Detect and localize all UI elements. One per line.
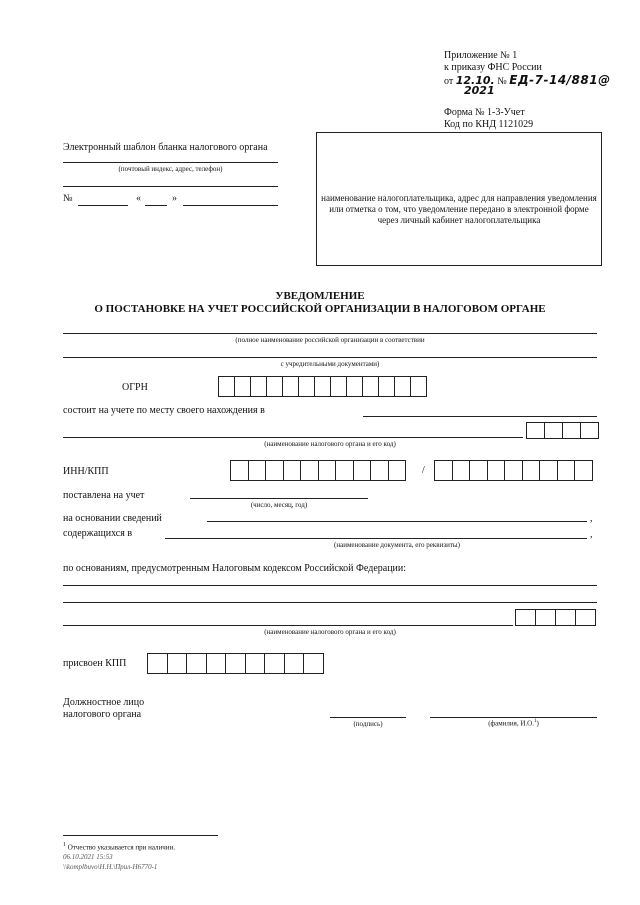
inn-cell[interactable]: [283, 460, 302, 481]
official-line-1: Должностное лицо: [63, 697, 145, 708]
assigned-kpp-cell[interactable]: [264, 653, 285, 674]
name-caption: [430, 719, 597, 727]
tax-code-cell[interactable]: [580, 422, 599, 439]
kpp-cell[interactable]: [434, 460, 453, 481]
official-line-2: налогового органа: [63, 709, 142, 720]
assigned-kpp-cell[interactable]: [206, 653, 227, 674]
grounds-tax-code-cell[interactable]: [535, 609, 556, 626]
ogrn-cell[interactable]: [378, 376, 395, 397]
tax-authority-code-cells[interactable]: [526, 422, 598, 439]
ogrn-cell[interactable]: [234, 376, 251, 397]
assigned-kpp-cell[interactable]: [284, 653, 305, 674]
assigned-kpp-cell[interactable]: [245, 653, 266, 674]
assigned-kpp-cell[interactable]: [167, 653, 188, 674]
appendix-line-3: [444, 74, 611, 86]
appendix-block: [444, 50, 611, 131]
basis-line-upper[interactable]: [207, 521, 587, 522]
basis-line-1: на основании сведений: [63, 513, 162, 524]
appendix-line-1: Приложение № 1: [444, 50, 518, 61]
address-line-2: [63, 186, 278, 187]
grounds-tax-code-cell[interactable]: [575, 609, 596, 626]
assigned-kpp-cell[interactable]: [225, 653, 246, 674]
document-caption: (наименование документа, его реквизиты): [334, 541, 460, 549]
tax-authority-line: [63, 437, 523, 438]
file-stamp-1: 06.10.2021 15:53: [63, 853, 113, 861]
kpp-cell[interactable]: [469, 460, 488, 481]
day-blank: [145, 205, 167, 206]
footnote-separator: [63, 835, 218, 836]
appendix-line-2: к приказу ФНС России: [444, 62, 542, 73]
kpp-cell[interactable]: [452, 460, 471, 481]
inn-cells[interactable]: [230, 460, 405, 481]
appendix-year-handwritten: 2021: [464, 84, 495, 97]
tax-code-cell[interactable]: [544, 422, 563, 439]
inn-kpp-label: ИНН/КПП: [63, 466, 109, 477]
grounds-tax-code-cells[interactable]: [515, 609, 595, 626]
address-line: [63, 162, 278, 163]
footnote-text: Отчество указывается при наличии.: [67, 843, 176, 852]
month-year-blank: [183, 205, 278, 206]
ogrn-cells[interactable]: [218, 376, 426, 397]
assigned-kpp-cell[interactable]: [147, 653, 168, 674]
inn-cell[interactable]: [335, 460, 354, 481]
registered-text: состоит на учете по месту своего нахождения в: [63, 405, 265, 416]
document-heading: [0, 290, 640, 316]
ogrn-label: ОГРН: [122, 382, 148, 393]
grounds-tax-authority-line[interactable]: [63, 625, 513, 626]
quote-open: «: [136, 193, 141, 204]
ogrn-cell[interactable]: [330, 376, 347, 397]
basis-line-2: содержащихся в: [63, 528, 133, 539]
inn-cell[interactable]: [353, 460, 372, 481]
ogrn-cell[interactable]: [282, 376, 299, 397]
no-label: №: [63, 193, 73, 204]
heading-line-1: УВЕДОМЛЕНИЕ: [275, 290, 365, 302]
signature-line[interactable]: [330, 717, 406, 718]
footnote-mark: 1: [63, 842, 66, 848]
ogrn-cell[interactable]: [362, 376, 379, 397]
ogrn-cell[interactable]: [218, 376, 235, 397]
tax-authority-caption: (наименование налогового органа и его код): [264, 440, 396, 448]
name-caption-end: ): [536, 719, 539, 728]
grounds-text: по основаниям, предусмотренным Налоговым кодексом Российской Федерации:: [63, 563, 407, 574]
heading-line-2: О ПОСТАНОВКЕ НА УЧЕТ РОССИЙСКОЙ ОРГАНИЗАЦИИ В НАЛОГОВОМ ОРГАНЕ: [94, 303, 546, 315]
tax-code-cell[interactable]: [526, 422, 545, 439]
kpp-cell[interactable]: [557, 460, 576, 481]
kpp-cell[interactable]: [522, 460, 541, 481]
inn-cell[interactable]: [248, 460, 267, 481]
grounds-tax-code-cell[interactable]: [515, 609, 536, 626]
quote-close: »: [172, 193, 177, 204]
grounds-tax-code-cell[interactable]: [555, 609, 576, 626]
ogrn-cell[interactable]: [410, 376, 427, 397]
inn-cell[interactable]: [318, 460, 337, 481]
assigned-kpp-cells[interactable]: [147, 653, 323, 674]
inn-cell[interactable]: [230, 460, 249, 481]
registered-on-label: поставлена на учет: [63, 490, 145, 501]
official-block: [63, 697, 144, 721]
name-line[interactable]: [430, 717, 597, 718]
assigned-kpp-cell[interactable]: [186, 653, 207, 674]
inn-cell[interactable]: [300, 460, 319, 481]
date-caption: (число, месяц, год): [250, 501, 308, 509]
org-name-caption-2: с учредительными документами): [280, 360, 380, 368]
recipient-box: [316, 132, 602, 266]
ogrn-cell[interactable]: [346, 376, 363, 397]
appendix-number-label: №: [497, 76, 507, 87]
ogrn-cell[interactable]: [314, 376, 331, 397]
basis-comma-1: ,: [590, 513, 593, 524]
kpp-assigned-label: присвоен КПП: [63, 658, 127, 669]
grounds-line-1[interactable]: [63, 585, 597, 586]
recipient-box-text: наименование налогоплательщика, адрес для направления уведомления или отметка о том, что уведомление передано в электронной форме через личный кабинет налогоплательщика: [321, 193, 597, 225]
appendix-date-prefix: от: [444, 76, 454, 87]
address-caption: (почтовый индекс, адрес, телефон): [118, 165, 223, 173]
org-name-line-2: [63, 357, 597, 358]
name-caption-sup: 1: [533, 719, 537, 724]
footnote: [63, 842, 175, 851]
kpp-cell[interactable]: [487, 460, 506, 481]
basis-line-lower[interactable]: [165, 538, 587, 539]
name-caption-text: (фамилия, И.О.: [488, 719, 534, 728]
kpp-cell[interactable]: [504, 460, 523, 481]
appendix-date-handwritten: 12.10.: [455, 74, 495, 87]
authority-template-title: Электронный шаблон бланка налогового органа: [63, 142, 268, 153]
tax-authority-caption-2: (наименование налогового органа и его код): [264, 628, 396, 636]
inn-cell[interactable]: [388, 460, 407, 481]
appendix-number-handwritten: ЕД-7-14/881@: [509, 73, 611, 87]
kpp-cells[interactable]: [434, 460, 592, 481]
sign-caption: (подпись): [353, 720, 383, 728]
number-blank: [78, 205, 128, 206]
org-name-line-1: [63, 333, 597, 334]
tax-code-cell[interactable]: [562, 422, 581, 439]
ogrn-cell[interactable]: [298, 376, 315, 397]
assigned-kpp-cell[interactable]: [303, 653, 324, 674]
inn-cell[interactable]: [265, 460, 284, 481]
registration-date-line[interactable]: [190, 498, 368, 499]
inn-kpp-slash: /: [422, 465, 425, 476]
ogrn-cell[interactable]: [250, 376, 267, 397]
knd-code: Код по КНД 1121029: [444, 119, 534, 130]
form-number: Форма № 1-3-Учет: [444, 107, 525, 118]
registered-tax-authority-line: [363, 416, 597, 417]
org-name-caption-1: (полное наименование российской организации в соответствии: [235, 336, 425, 344]
basis-comma-2: ,: [590, 529, 593, 540]
ogrn-cell[interactable]: [394, 376, 411, 397]
kpp-cell[interactable]: [539, 460, 558, 481]
grounds-line-2[interactable]: [63, 602, 597, 603]
kpp-cell[interactable]: [574, 460, 593, 481]
inn-cell[interactable]: [370, 460, 389, 481]
ogrn-cell[interactable]: [266, 376, 283, 397]
file-stamp-2: \\komplbuvo\Н.Н.\Прил-Н6770-1: [63, 863, 158, 871]
